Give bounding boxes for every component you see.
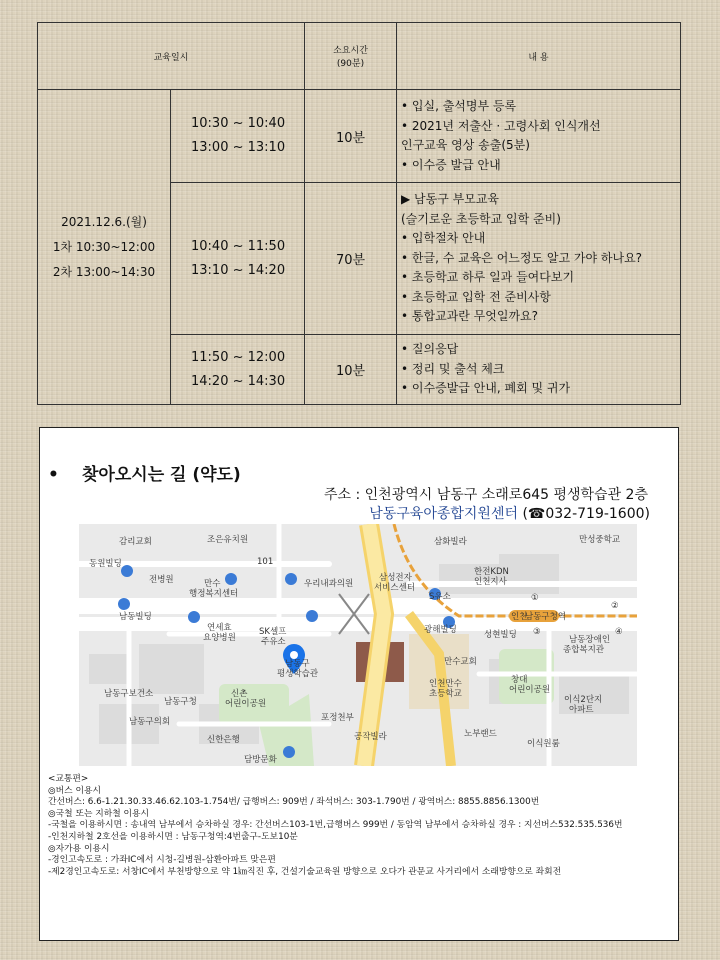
- map-label: 우리내과의원: [304, 579, 354, 589]
- map-label: ④: [615, 627, 623, 637]
- content-line: • 이수증 발급 안내: [401, 157, 501, 172]
- car-detail-2: -제2경인고속도로: 서창IC에서 부천방향으로 약 1㎞직진 후, 건설기술교육원 방향으로 오다가 관문교 사거리에서 소래방향으로 좌회전: [48, 866, 562, 877]
- map-label: 이식원룸: [527, 739, 560, 749]
- header-content: 내 용: [397, 23, 681, 90]
- bus-heading: ◎버스 이용시: [48, 785, 101, 796]
- map-label: 종합복지관: [563, 645, 605, 655]
- session-date: 2021.12.6.(월): [61, 214, 147, 229]
- map-label: 남동구청: [164, 697, 197, 707]
- content-line: ▶ 남동구 부모교육: [401, 192, 500, 207]
- content-line: • 2021년 저출산 · 고령사회 인식개선: [401, 118, 601, 133]
- map-label: 101: [257, 557, 274, 567]
- map-label: 어린이공원: [509, 685, 551, 695]
- time-first: 10:40 ~ 11:50: [191, 238, 286, 254]
- rail-detail-2: -인천지하철 2호선을 이용하시면 : 남동구청역:4번출구-도보10분: [48, 831, 298, 842]
- content-cell: [397, 183, 681, 335]
- time-second: 14:20 ~ 14:30: [191, 373, 286, 389]
- content-cell: [397, 335, 681, 405]
- map-svg: [79, 524, 637, 766]
- content-line: • 초등학교 입학 전 준비사항: [401, 289, 551, 304]
- map-label: 포정천부: [321, 713, 354, 723]
- transport-heading: <교통편>: [48, 774, 89, 784]
- content-line: • 입실, 출석명부 등록: [401, 99, 517, 113]
- bus-detail: 간선버스: 6.6-1.21.30.33.46.62.103-1.754번/ 급행버스: 909번 / 좌석버스: 303-1.790번 / 광역버스: 8855.8856.1300번: [48, 797, 540, 808]
- map-label: ①: [531, 593, 539, 603]
- map-label: 조은유치원: [207, 535, 249, 545]
- car-detail-1: -경인고속도로 : 가좌IC에서 시청-길병원-삼환아파트 맞은편: [48, 855, 276, 866]
- content-line: • 이수증발급 안내, 폐회 및 귀가: [401, 381, 571, 396]
- map-label: 만수: [204, 579, 221, 589]
- header-duration-label: 소요시간: [333, 46, 368, 56]
- map-label: 연세효: [207, 623, 232, 633]
- map-label: 어린이공원: [225, 699, 267, 709]
- content-line: • 한글, 수 교육은 어느정도 알고 가야 하나요?: [401, 250, 643, 265]
- map-label: 인천지사: [474, 577, 507, 587]
- car-heading: ◎자가용 이용시: [48, 843, 110, 854]
- transport-info: [48, 774, 674, 878]
- map-label: 공작빌라: [354, 732, 387, 742]
- session-second: 2차 13:00~14:30: [52, 264, 156, 279]
- center-contact: [369, 503, 650, 523]
- map-label: 신촌: [231, 689, 248, 699]
- header-duration-total: (90분): [336, 59, 365, 69]
- time-second: 13:00 ~ 13:10: [191, 140, 286, 155]
- content-cell: [397, 90, 681, 183]
- map-label: 인천만수: [429, 679, 462, 689]
- schedule-header-row: [38, 23, 681, 90]
- map-label: 서비스센터: [374, 583, 416, 593]
- map-label: 남동빌딩: [119, 612, 152, 622]
- time-first: 11:50 ~ 12:00: [191, 349, 286, 365]
- center-name: 남동구육아종합지원센터: [369, 506, 518, 522]
- map-label: 삼화빌라: [434, 537, 467, 547]
- map-label: 만성중학교: [579, 535, 621, 545]
- directions-panel: [39, 427, 679, 941]
- time-cell: [171, 335, 305, 405]
- map-label: ③: [533, 627, 541, 637]
- schedule-row: [38, 90, 681, 183]
- map-label: 남동구: [285, 659, 310, 669]
- map-label: 주유소: [261, 637, 286, 647]
- rail-detail-1: -국철을 이용하시면 : 송내역 남부에서 승차하실 경우: 간선버스103-1번,급행버스 999번 / 동암역 남부에서 승차하실 경우 : 지선버스532.535.536번: [48, 820, 623, 831]
- map-label: 성현빌딩: [484, 630, 517, 640]
- map-label: 행정복지센터: [189, 589, 239, 599]
- map-label: 요양병원: [203, 633, 236, 643]
- directions-heading: [48, 460, 241, 485]
- map-label: 초등학교: [429, 689, 462, 699]
- session-date-cell: [38, 90, 171, 405]
- session-first: 1차 10:30~12:00: [52, 239, 156, 254]
- map-label: 전병원: [149, 575, 174, 585]
- map-label: SK셀프: [259, 627, 287, 637]
- time-cell: [171, 183, 305, 335]
- duration-cell: 10분: [305, 90, 397, 183]
- map-label: 노부랜드: [464, 729, 497, 739]
- directions-title: 찾아오시는 길 (약도): [82, 465, 241, 485]
- content-line: • 질의응답: [401, 342, 459, 357]
- heading-bullet: •: [48, 465, 59, 485]
- content-line: 인구교육 영상 송출(5분): [401, 138, 530, 152]
- map-label: 남동구의회: [129, 717, 171, 727]
- duration-cell: 10분: [305, 335, 397, 405]
- content-line: • 입학절차 안내: [401, 231, 486, 246]
- map-label: S유소: [429, 592, 451, 602]
- time-cell: [171, 90, 305, 183]
- map-label: 남동구청역: [525, 612, 567, 622]
- content-line: (슬기로운 초등학교 입학 준비): [401, 211, 561, 226]
- map-label: 창대: [511, 675, 528, 685]
- map-label: 인천: [511, 612, 528, 622]
- rail-heading: ◎국철 또는 지하철 이용시: [48, 808, 150, 819]
- location-map[interactable]: [79, 524, 637, 766]
- map-label: 남동장애인: [569, 635, 611, 645]
- map-label: 동원빌딩: [89, 559, 122, 569]
- map-label: 신한은행: [207, 735, 240, 745]
- map-label: 한전KDN: [474, 567, 509, 577]
- map-label: 담방문화: [244, 755, 277, 765]
- map-label: 감리교회: [119, 537, 152, 547]
- content-line: • 통합교과란 무엇일까요?: [401, 309, 538, 324]
- map-label: 삼성전자: [379, 573, 412, 583]
- map-label: ②: [611, 601, 619, 611]
- map-label: 아파트: [569, 705, 594, 715]
- time-second: 13:10 ~ 14:20: [191, 262, 286, 278]
- map-label: 평생학습관: [277, 669, 319, 679]
- content-line: • 초등학교 하루 일과 들여다보기: [401, 270, 575, 285]
- map-label: 광해빌딩: [424, 625, 457, 635]
- address: 주소 : 인천광역시 남동구 소래로645 평생학습관 2층: [323, 487, 648, 503]
- schedule-table: [37, 22, 681, 405]
- map-label: 남동구보건소: [104, 689, 154, 699]
- header-duration: [305, 23, 397, 90]
- time-first: 10:30 ~ 10:40: [191, 116, 286, 131]
- content-line: • 정리 및 출석 체크: [401, 361, 505, 376]
- duration-cell: 70분: [305, 183, 397, 335]
- map-label: 만수교회: [444, 657, 477, 667]
- map-label: 이식2단지: [564, 695, 603, 705]
- header-datetime: 교육일시: [38, 23, 305, 90]
- center-phone: (☎032-719-1600): [518, 506, 650, 522]
